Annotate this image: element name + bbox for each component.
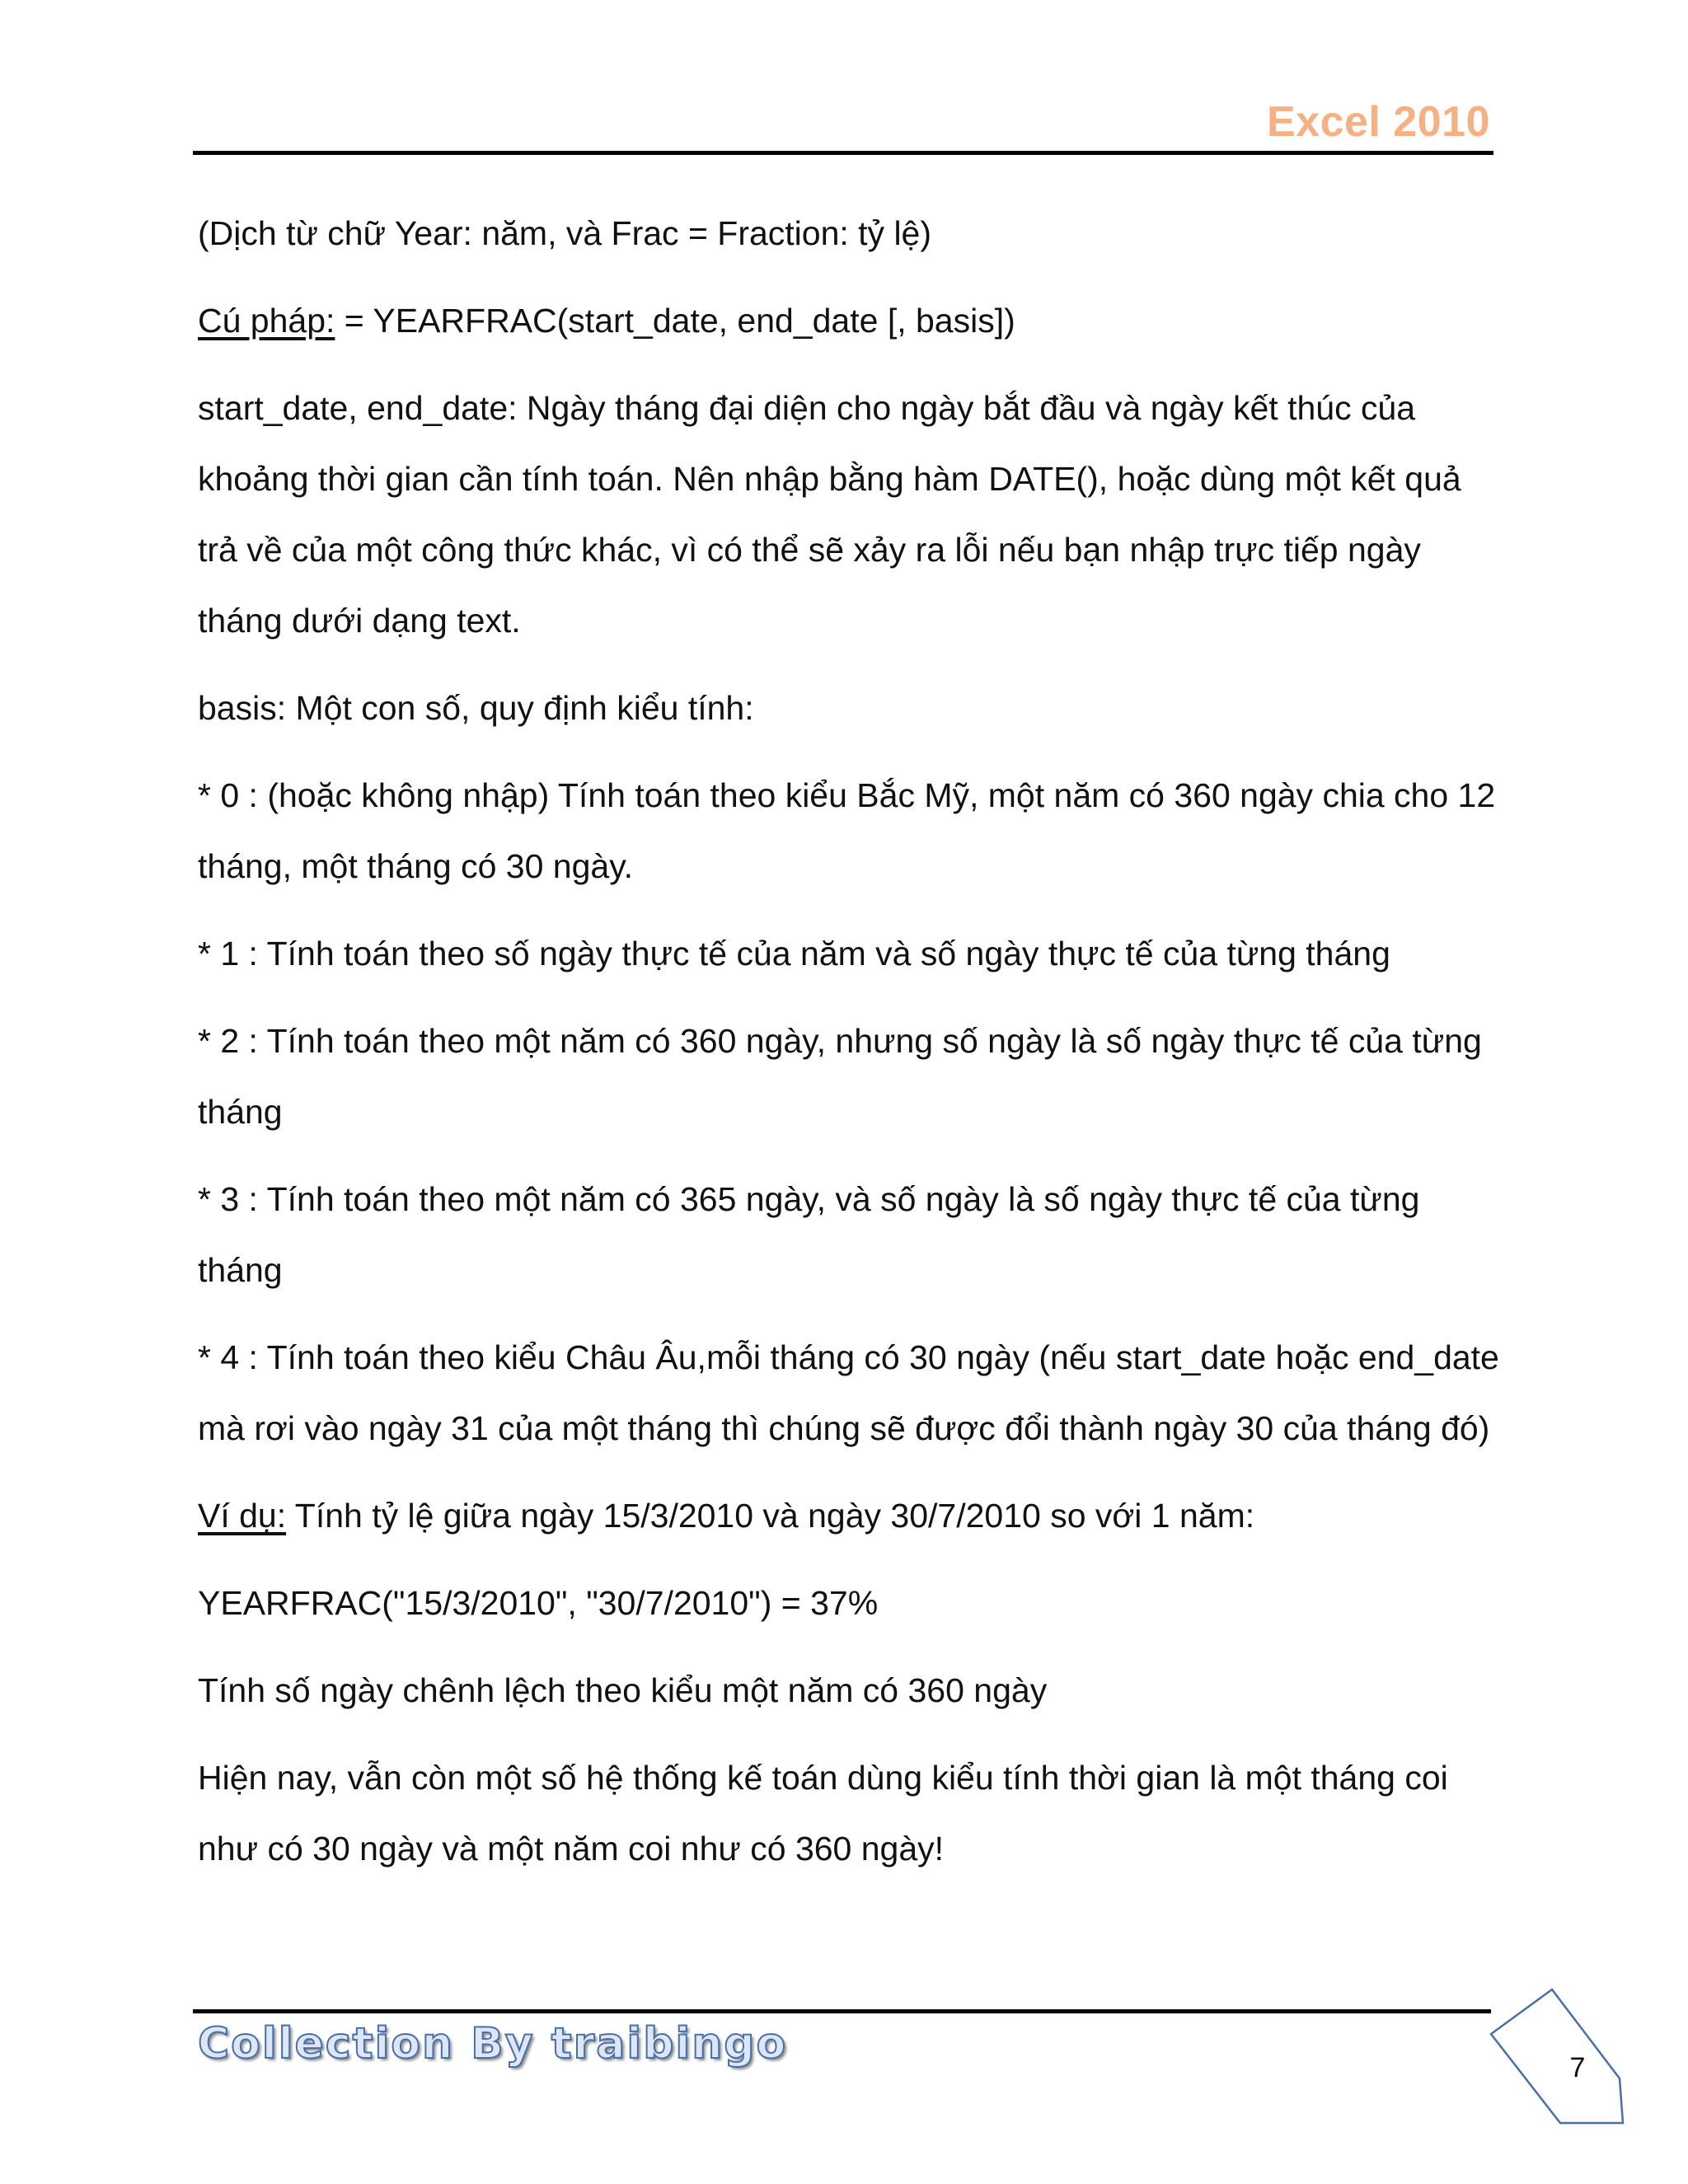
basis-option-1: * 1 : Tính toán theo số ngày thực tế của năm và số ngày thực tế của từng tháng (198, 935, 1390, 972)
example-label: Ví dụ: (198, 1497, 287, 1535)
syntax-text: = YEARFRAC(start_date, end_date [, basis]) (335, 302, 1015, 340)
example-formula: YEARFRAC("15/3/2010", "30/7/2010") = 37% (198, 1584, 879, 1622)
basis-description: basis: Một con số, quy định kiểu tính: (198, 689, 754, 727)
basis-option-4: * 4 : Tính toán theo kiểu Châu Âu,mỗi tháng có 30 ngày (nếu start_date hoặc end_date mà rơi vào ngày 31 của một tháng thì chúng sẽ được đổi thành ngày 30 của tháng đó) (198, 1338, 1499, 1447)
syntax-label: Cú pháp: (198, 302, 335, 340)
day-diff-heading: Tính số ngày chênh lệch theo kiểu một năm có 360 ngày (198, 1671, 1048, 1709)
dates-description: start_date, end_date: Ngày tháng đại diện cho ngày bắt đầu và ngày kết thúc của khoảng thời gian cần tính toán. Nên nhập bằng hàm DATE(), hoặc dùng một kết quả trả về của một công thức khác, vì có thể sẽ xảy ra lỗi nếu bạn nhập trực tiếp ngày tháng dưới dạng text. (198, 389, 1461, 640)
intro-paragraph: (Dịch từ chữ Year: năm, và Frac = Fraction: tỷ lệ) (198, 214, 932, 252)
page-number: 7 (1569, 2052, 1586, 2083)
basis-option-0: * 0 : (hoặc không nhập) Tính toán theo kiểu Bắc Mỹ, một năm có 360 ngày chia cho 12 tháng, một tháng có 30 ngày. (198, 776, 1496, 885)
basis-option-2: * 2 : Tính toán theo một năm có 360 ngày, nhưng số ngày là số ngày thực tế của từng tháng (198, 1022, 1482, 1131)
syntax-paragraph (198, 285, 1500, 356)
closing-paragraph: Hiện nay, vẫn còn một số hệ thống kế toán dùng kiểu tính thời gian là một tháng coi như có 30 ngày và một năm coi như có 360 ngày! (198, 1759, 1448, 1868)
example-text: Tính tỷ lệ giữa ngày 15/3/2010 và ngày 30/7/2010 so với 1 năm: (286, 1497, 1255, 1535)
basis-option-3: * 3 : Tính toán theo một năm có 365 ngày, và số ngày là số ngày thực tế của từng tháng (198, 1180, 1420, 1289)
header-divider (193, 151, 1493, 155)
footer-credit: Collection By traibingo (198, 2019, 788, 2069)
page-body (198, 198, 1500, 1900)
footer-divider (193, 2009, 1491, 2013)
example-paragraph (198, 1480, 1500, 1551)
document-header-title: Excel 2010 (1266, 98, 1490, 146)
page-number-badge-icon (1488, 1986, 1628, 2126)
